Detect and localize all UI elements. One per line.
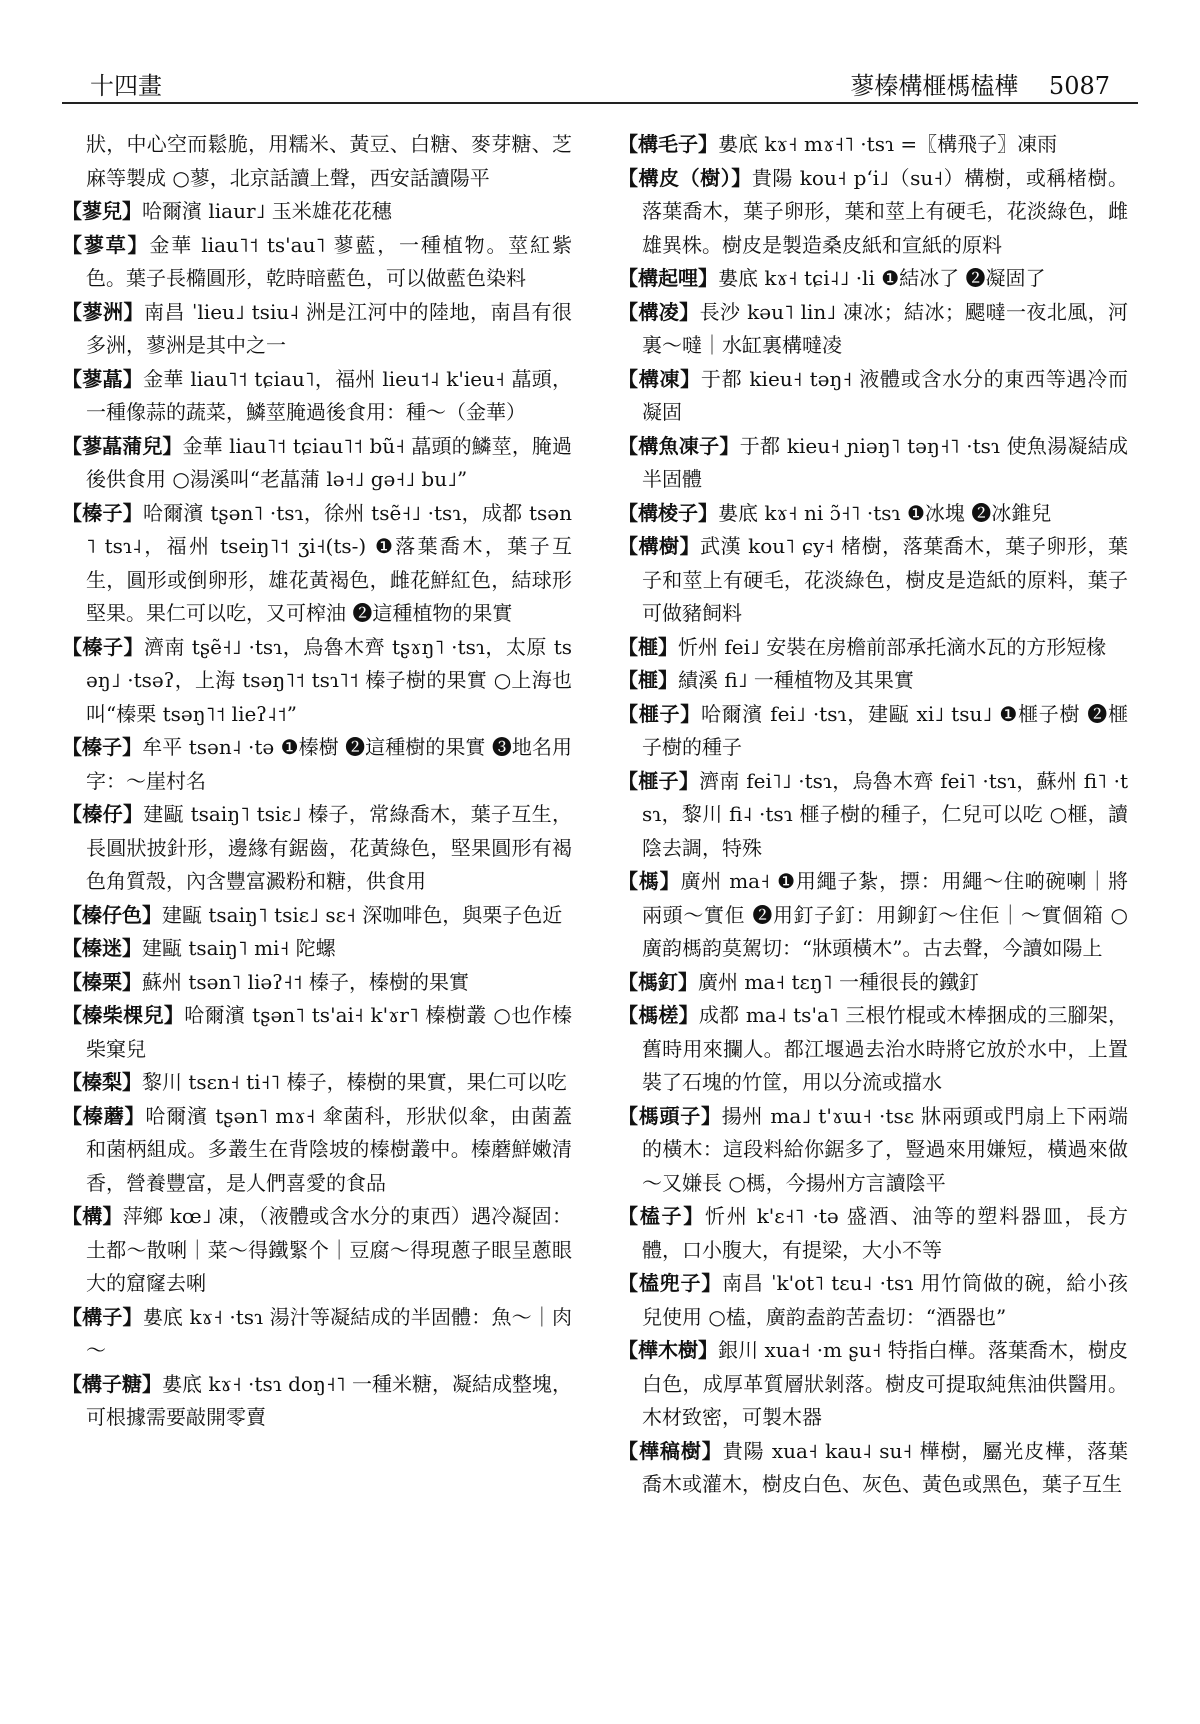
dictionary-entry	[62, 363, 572, 430]
entry-definition: 萍鄉 kœ˩ 凍，（液體或含水分的東西）遇冷凝固：土都～散唎｜菜～得鐵緊个｜豆腐～得現蔥子眼呈蔥眼大的窟窿去唎	[86, 1204, 572, 1295]
entry-definition: 揚州 ma˩ t'ɤɯ˧ ·tsɛ 牀兩頭或門扇上下兩端的橫木：這段料給你鋸多了，豎過來用嫌短，橫過來做～又嫌長 ○榪，今揚州方言讀陰平	[642, 1103, 1128, 1195]
dictionary-entry	[618, 664, 1128, 698]
dictionary-entry	[618, 162, 1128, 263]
entry-definition: 黎川 tsɛn˧ ti˧˥ 榛子，榛樹的果實，果仁可以吃	[142, 1070, 567, 1094]
dictionary-entry	[62, 128, 572, 195]
entry-definition: 金華 liau˥˦ ts'au˥ 蓼藍，一種植物。莖紅紫色。葉子長橢圓形，乾時暗藍色，可以做藍色染料	[86, 232, 572, 290]
entry-definition: 狀，中心空而鬆脆，用糯米、黃豆、白糖、麥芽糖、芝麻等製成 ○蓼，北京話讀上聲，西安話讀陽平	[86, 132, 572, 190]
entry-definition: 建甌 tsaiŋ˥ tsiɛ˩ 榛子，常綠喬木，葉子互生，長圓狀披針形，邊緣有鋸齒，花黃綠色，堅果圓形有褐色角質殼，內含豐富澱粉和糖，供食用	[86, 802, 572, 893]
entry-headword: 【榛蘑】	[62, 1103, 146, 1128]
entry-definition: 婁底 kɤ˧ ni ɔ̃˧˥ ·tsɿ ❶冰塊 ❷冰錐兒	[718, 500, 1052, 525]
entry-definition: 婁底 kɤ˧ tɕi˨˩ ·li ❶結冰了 ❷凝固了	[718, 266, 1046, 290]
entry-definition: 濟南 fei˥˩ ·tsɿ，烏魯木齊 fei˥ ·tsɿ，蘇州 fi˥ ·tsɿ，黎川 fi˨ ·tsɿ 榧子樹的種子，仁兒可以吃 ○榧，讀陰去調，特殊	[642, 768, 1128, 860]
entry-definition: 南昌 ˈk'ot˥ tɛu˨ ·tsɿ 用竹筒做的碗，給小孩兒使用 ○榼，廣韵盍韵苦盍切：“酒器也”	[642, 1271, 1128, 1329]
dictionary-entry	[618, 262, 1128, 296]
entry-definition: 武漢 kou˥ ɕy˧ 楮樹，落葉喬木，葉子卵形，葉子和莖上有硬毛，花淡綠色，樹皮是造紙的原料，葉子可做豬飼料	[642, 534, 1128, 625]
entry-definition: 婁底 kɤ˧ ·tsɿ doŋ˧˥ 一種米糖，凝結成整塊，可根據需要敲開零賣	[86, 1371, 572, 1429]
dictionary-entry	[618, 497, 1128, 531]
entry-definition: 忻州 fei˩ 安裝在房檐前部承托滴水瓦的方形短椽	[678, 634, 1107, 659]
entry-definition: 于都 kieu˧ ɲiəŋ˥ təŋ˧˥ ·tsɿ 使魚湯凝結成半固體	[642, 433, 1128, 491]
entry-headword: 【榛仔】	[62, 802, 144, 826]
dictionary-entry	[618, 363, 1128, 430]
entry-headword: 【榛梨】	[62, 1070, 142, 1094]
dictionary-entry	[62, 899, 572, 933]
dictionary-entry	[618, 128, 1128, 162]
entry-headword: 【榪頭子】	[618, 1103, 722, 1128]
entry-headword: 【榛仔色】	[62, 902, 162, 927]
entry-definition: 哈爾濱 fei˩ ·tsɿ，建甌 xi˩ tsu˩ ❶榧子樹 ❷榧子樹的種子	[642, 701, 1128, 759]
entry-headword: 【榪槎】	[618, 1003, 699, 1027]
entry-definition: 績溪 fi˩ 一種植物及其果實	[678, 668, 914, 692]
entry-headword: 【榧子】	[618, 768, 700, 793]
entry-definition: 濟南 tʂẽ˧˩ ·tsɿ，烏魯木齊 tʂɤŋ˥ ·tsɿ，太原 tsəŋ˩ ·tsəʔ，上海 tsəŋ˥˦ tsɿ˥˦ 榛子樹的果實 ○上海也叫“榛栗 tsəŋ˥˦ lieʔ˨˦”	[86, 634, 572, 726]
entry-definition: 婁底 kɤ˧ ·tsɿ 湯汁等凝結成的半固體：魚～｜肉～	[86, 1304, 572, 1362]
entry-headword: 【蓼洲】	[62, 299, 145, 324]
left-column	[62, 128, 572, 1688]
entry-headword: 【榧】	[618, 668, 678, 692]
entry-headword: 【構起哩】	[618, 266, 718, 290]
entry-definition: 金華 liau˥˦ tɕiau˥˦ bũ˧ 蕌頭的鱗莖，腌過後供食用 ○湯溪叫“老蕌蒲 lə˧˩ gə˧˩ bu˩”	[86, 433, 572, 491]
dictionary-entry	[618, 1334, 1128, 1435]
dictionary-entry	[618, 999, 1128, 1100]
entry-headword: 【構皮（樹）】	[618, 165, 752, 190]
entry-headword: 【樺木樹】	[618, 1338, 719, 1362]
entry-definition: 南昌 ˈlieu˩ tsiu˨ 洲是江河中的陸地，南昌有很多洲，蓼洲是其中之一	[86, 299, 572, 357]
dictionary-entry	[618, 865, 1128, 966]
entry-headword: 【構魚凍子】	[618, 433, 740, 458]
entry-definition: 忻州 k'ɛ˧˥ ·tə 盛酒、油等的塑料器皿，長方體，口小腹大，有提梁，大小不等	[642, 1204, 1128, 1262]
entry-headword: 【榧子】	[618, 701, 701, 726]
entry-headword: 【蓼草】	[62, 232, 150, 257]
dictionary-entry	[62, 631, 572, 732]
dictionary-entry	[62, 430, 572, 497]
entry-headword: 【蓼兒】	[62, 199, 142, 223]
header-rule	[62, 102, 1138, 104]
entry-definition: 廣州 ma˧ ❶用繩子紮，摽：用繩～住啲碗喇｜將兩頭～實佢 ❷用釘子釘：用鉚釘～住佢｜～實個箱 ○廣韵榪韵莫駕切：“牀頭橫木”。古去聲，今讀如陽上	[642, 869, 1128, 960]
dictionary-entry	[618, 966, 1128, 1000]
entry-headword: 【構凌】	[618, 299, 700, 324]
entry-definition: 哈爾濱 liaur˩ 玉米雄花花穗	[142, 199, 392, 223]
dictionary-entry	[618, 698, 1128, 765]
entry-headword: 【榛迷】	[62, 936, 142, 960]
entry-headword: 【構棱子】	[618, 500, 718, 525]
entry-definition: 貴陽 xua˧ kau˨ su˧ 樺樹，屬光皮樺，落葉喬木或灌木，樹皮白色、灰色、黃色或黑色，葉子互生	[642, 1438, 1128, 1496]
entry-headword: 【榪】	[618, 869, 681, 893]
entry-headword: 【樺稿樹】	[618, 1438, 723, 1463]
entry-definition: 建甌 tsaiŋ˥ mi˧ 陀螺	[142, 936, 336, 960]
entry-headword: 【構凍】	[618, 366, 701, 391]
entry-headword: 【榛子】	[62, 634, 144, 659]
dictionary-entry	[618, 765, 1128, 866]
right-column	[618, 128, 1128, 1688]
entry-headword: 【榧】	[618, 634, 678, 659]
dictionary-entry	[618, 1267, 1128, 1334]
dictionary-entry	[62, 798, 572, 899]
entry-definition: 哈爾濱 tʂən˥ ·tsɿ，徐州 tsẽ˧˩ ·tsɿ，成都 tsən˥ tsɿ˨，福州 tseiŋ˥˦ ʒi˧(ts-) ❶落葉喬木，葉子互生，圓形或倒卵形，雄花黃褐色，雌花鮮紅色，結球形堅果。果仁可以吃，又可榨油 ❷這種植物的果實	[86, 500, 572, 625]
dictionary-entry	[62, 999, 572, 1066]
page-header	[62, 58, 1138, 104]
entry-headword: 【榛栗】	[62, 969, 142, 994]
dictionary-entry	[62, 1100, 572, 1201]
entry-definition: 長沙 kəu˥ lin˩ 凍冰；結冰；颸噠一夜北風，河裏～噠｜水缸裏構噠凌	[642, 299, 1128, 357]
dictionary-entry	[618, 430, 1128, 497]
entry-headword: 【構子】	[62, 1304, 143, 1329]
entry-headword: 【蓼蕌】	[62, 366, 144, 391]
entry-definition: 于都 kieu˧ təŋ˧ 液體或含水分的東西等遇冷而凝固	[642, 366, 1128, 424]
entry-headword: 【榛子】	[62, 735, 143, 759]
entry-definition: 牟平 tsən˨ ·tə ❶榛樹 ❷這種樹的果實 ❸地名用字：～崖村名	[86, 735, 572, 793]
entry-definition: 建甌 tsaiŋ˥ tsiɛ˩ sɛ˧ 深咖啡色，與栗子色近	[162, 902, 563, 927]
dictionary-entry	[62, 195, 572, 229]
dictionary-entry	[62, 1066, 572, 1100]
entry-definition: 廣州 ma˧ tɛŋ˥ 一種很長的鐵釘	[698, 969, 979, 994]
entry-definition: 哈爾濱 tʂən˥ mɤ˧ 傘菌科，形狀似傘，由菌蓋和菌柄組成。多叢生在背陰坡的榛樹叢中。榛蘑鮮嫩清香，營養豐富，是人們喜愛的食品	[86, 1103, 572, 1195]
entry-headword: 【蓼蕌蒲兒】	[62, 433, 183, 458]
dictionary-entry	[62, 497, 572, 631]
dictionary-entry	[62, 1200, 572, 1301]
entry-definition: 婁底 kɤ˧ mɤ˧˥ ·tsɿ =〖構飛子〗凍雨	[718, 132, 1058, 156]
dictionary-entry	[618, 530, 1128, 631]
dictionary-entry	[618, 631, 1128, 665]
dictionary-entry	[62, 966, 572, 1000]
entry-definition: 哈爾濱 tʂən˥ ts'ai˧ k'ɤr˥ 榛樹叢 ○也作榛柴窠兒	[86, 1003, 572, 1061]
dictionary-entry	[62, 229, 572, 296]
entry-headword: 【構】	[62, 1204, 123, 1228]
entry-headword: 【榛柴棵兒】	[62, 1003, 185, 1027]
entry-headword: 【榪釘】	[618, 969, 698, 994]
entry-headword: 【榛子】	[62, 500, 144, 525]
dictionary-entry	[618, 296, 1128, 363]
header-characters: 蓼榛構榧榪榼樺	[850, 72, 1019, 100]
entry-definition: 成都 ma˨ ts'a˥ 三根竹棍或木棒捆成的三腳架，舊時用來攔人。都江堰過去治水時將它放於水中，上置裝了石塊的竹筐，用以分流或擋水	[642, 1003, 1128, 1094]
dictionary-entry	[618, 1200, 1128, 1267]
dictionary-entry	[62, 1368, 572, 1435]
entry-definition: 貴陽 kou˧ pʻi˩（su˧）構樹，或稱楮樹。落葉喬木，葉子卵形，葉和莖上有硬毛，花淡綠色，雌雄異株。樹皮是製造桑皮紙和宣紙的原料	[642, 165, 1128, 257]
dictionary-entry	[62, 296, 572, 363]
page-number: 5087	[1048, 72, 1110, 100]
entry-definition: 蘇州 tsən˥ liəʔ˧˦ 榛子，榛樹的果實	[142, 969, 470, 994]
dictionary-entry	[618, 1100, 1128, 1201]
entry-definition: 銀川 xua˧ ·m ʂu˧ 特指白樺。落葉喬木，樹皮白色，成厚革質層狀剝落。樹皮可提取純焦油供醫用。木材致密，可製木器	[642, 1338, 1128, 1429]
entry-headword: 【構毛子】	[618, 132, 718, 156]
dictionary-entry	[62, 731, 572, 798]
entry-headword: 【構子糖】	[62, 1371, 163, 1396]
dictionary-entry	[618, 1435, 1128, 1502]
running-head	[850, 66, 1110, 101]
dictionary-entry	[62, 1301, 572, 1368]
dictionary-entry	[62, 932, 572, 966]
entry-headword: 【榼兜子】	[618, 1271, 723, 1295]
entry-headword: 【構樹】	[618, 534, 701, 558]
entry-definition: 金華 liau˥˦ tɕiau˥，福州 lieu˦˨ k'ieu˧ 蕌頭，一種像蒜的蔬菜，鱗莖腌過後食用：種～（金華）	[86, 366, 572, 424]
entry-headword: 【榼子】	[618, 1204, 706, 1228]
section-title: 十四畫	[90, 72, 162, 100]
